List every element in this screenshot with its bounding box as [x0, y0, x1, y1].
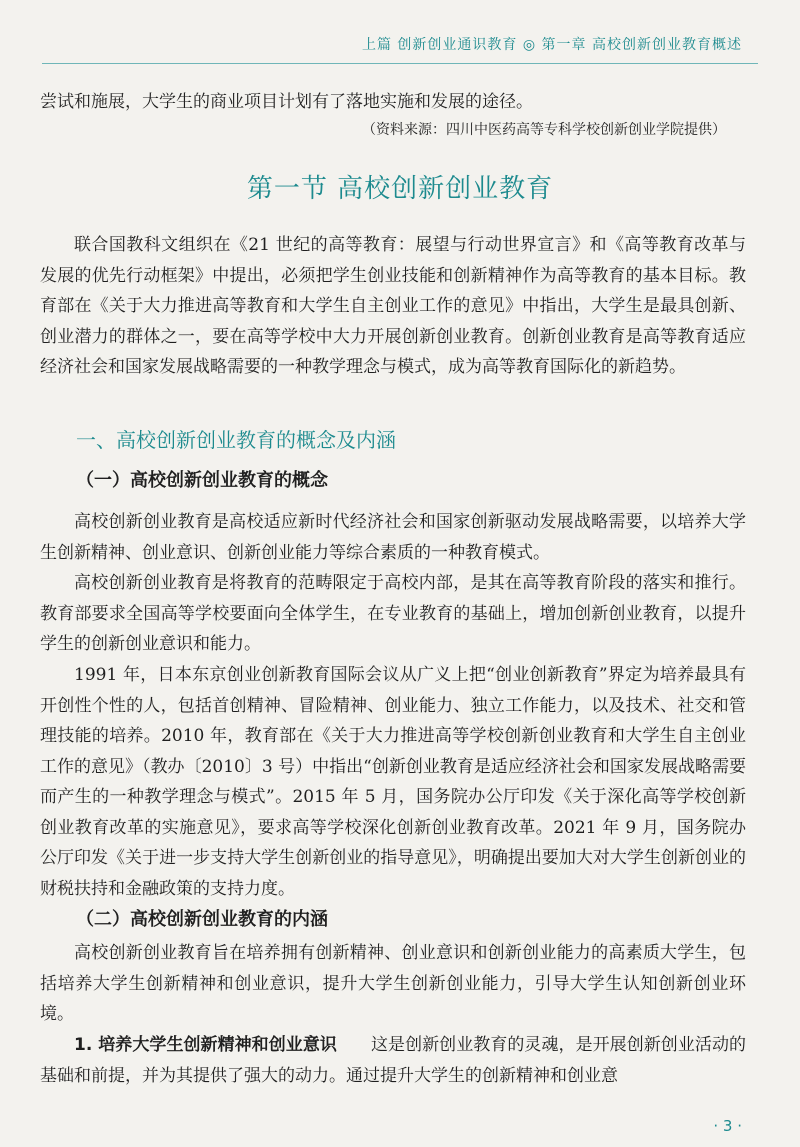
subheading-concept: （一）高校创新创业教育的概念 [76, 470, 328, 491]
heading-level-1: 一、高校创新创业教育的概念及内涵 [76, 428, 396, 452]
concept-paragraph-2: 高校创新创业教育是将教育的范畴限定于高校内部，是其在高等教育阶段的落实和推行。教育部要求全国高等学校要面向全体学生，在专业教育的基础上，增加创新创业教育，以提升学生的创新创业意识和能力。 [40, 573, 746, 654]
header-rule [42, 63, 758, 64]
page-number: · 3 · [713, 1117, 742, 1135]
running-head: 上篇 创新创业通识教育 ◎ 第一章 高校创新创业教育概述 [361, 37, 742, 53]
source-note: （资料来源：四川中医药高等专科学校创新创业学院提供） [362, 122, 726, 138]
item-1-gap [337, 1035, 371, 1055]
carryover-paragraph: 尝试和施展，大学生的商业项目计划有了落地实施和发展的途径。 [40, 92, 533, 112]
concept-paragraph-3: 1991 年，日本东京创业创新教育国际会议从广义上把“创业创新教育”界定为培养最具有开创性个性的人，包括首创精神、冒险精神、创业能力、独立工作能力，以及技术、社交和管理技能的培养。2010 年，教育部在《关于大力推进高等学校创新创业教育和大学生自主创业工作的意见》（教办〔2010〕3 号）中指出“创新创业教育是适应经济社会和国家发展战略需要而产生的一种教学理念与模式”。2015 年 5 月，国务院办公厅印发《关于深化高等学校创新创业教育改革的实施意见》，要求高等学校深化创新创业教育改革。2021 年 9 月，国务院办公厅印发《关于进一步支持大学生创新创业的指导意见》，明确提出要加大对大学生创新创业的财税扶持和金融政策的支持力度。 [40, 665, 746, 899]
connotation-item-1 [40, 1030, 746, 1091]
item-1-lead: 1. 培养大学生创新精神和创业意识 [74, 1035, 337, 1055]
concept-paragraph-1: 高校创新创业教育是高校适应新时代经济社会和国家创新驱动发展战略需要，以培养大学生创新精神、创业意识、创新创业能力等综合素质的一种教育模式。 [40, 512, 746, 563]
subheading-connotation: （二）高校创新创业教育的内涵 [76, 909, 328, 930]
section-intro-paragraph: 联合国教科文组织在《21 世纪的高等教育：展望与行动世界宣言》和《高等教育改革与发展的优先行动框架》中提出，必须把学生创业技能和创新精神作为高等教育的基本目标。教育部在《关于大力推进高等教育和大学生自主创业工作的意见》中指出，大学生是最具创新、创业潜力的群体之一，要在高等学校中大力开展创新创业教育。创新创业教育是高等教育适应经济社会和国家发展战略需要的一种教学理念与模式，成为高等教育国际化的新趋势。 [40, 235, 746, 377]
connotation-paragraph-1: 高校创新创业教育旨在培养拥有创新精神、创业意识和创新创业能力的高素质大学生，包括培养大学生创新精神和创业意识，提升大学生创新创业能力，引导大学生认知创新创业环境。 [40, 943, 746, 1024]
section-title: 第一节 高校创新创业教育 [246, 174, 554, 204]
item-1-text: 这是创新创业教育的灵魂，是开展创新创业活动的基础和前提，并为其提供了强大的动力。通过提升大学生的创新精神和创业意 [40, 1035, 746, 1086]
